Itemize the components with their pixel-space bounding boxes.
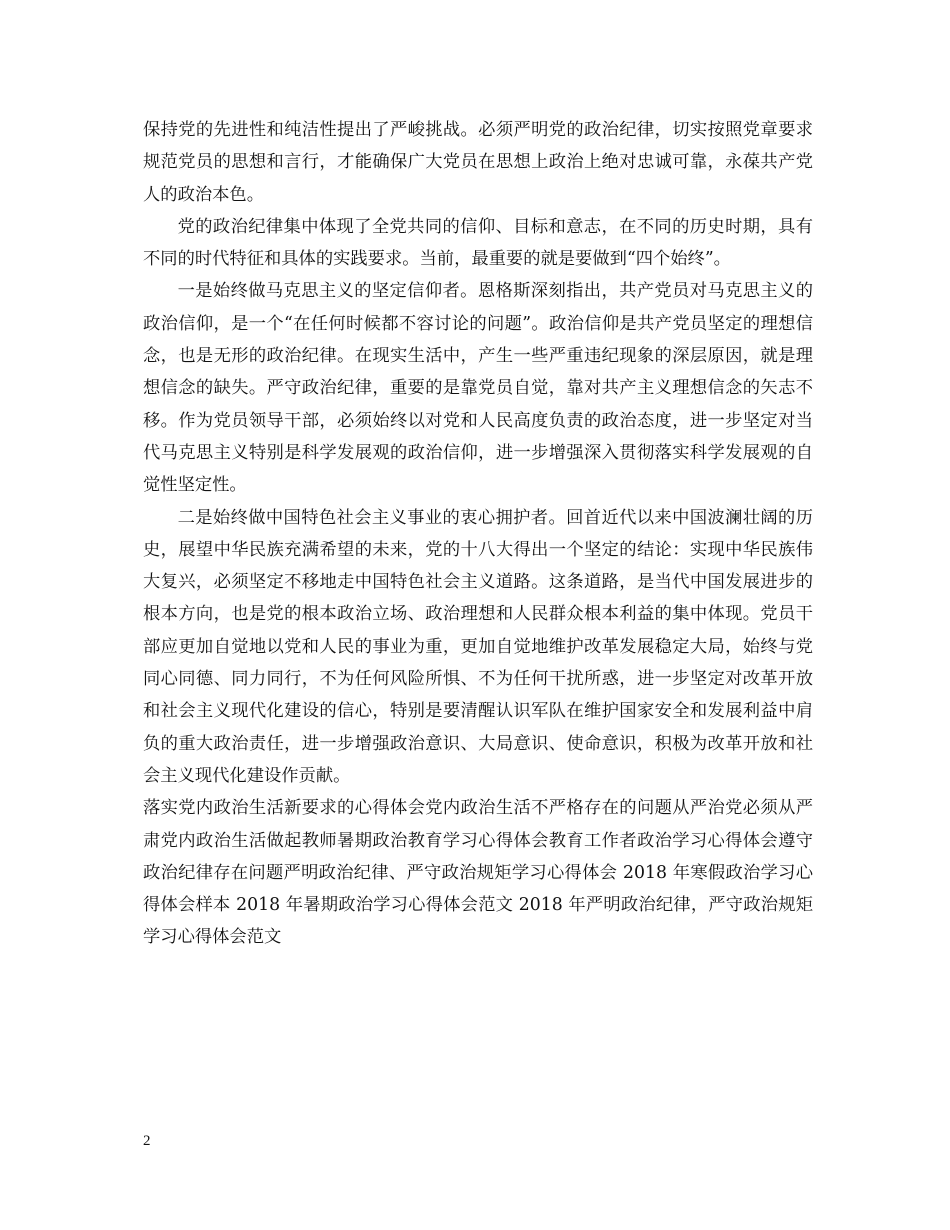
paragraph-first-always: 一是始终做马克思主义的坚定信仰者。恩格斯深刻指出，共产党员对马克思主义的政治信仰，是一个“在任何时候都不容讨论的问题”。政治信仰是共产党员坚定的理想信念，也是无形的政治纪律。在现实生活中，产生一些严重违纪现象的深层原因，就是理想信念的缺失。严守政治纪律，重要的是靠党员自觉，靠对共产主义理想信念的矢志不移。作为党员领导干部，必须始终以对党和人民高度负责的政治态度，进一步坚定对当代马克思主义特别是科学发展观的政治信仰，进一步增强深入贯彻落实科学发展观的自觉性坚定性。 bbox=[143, 281, 813, 496]
paragraph-related-titles: 落实党内政治生活新要求的心得体会党内政治生活不严格存在的问题从严治党必须从严肃党内政治生活做起教师暑期政治教育学习心得体会教育工作者政治学习心得体会遵守政治纪律存在问题严明政治纪律、严守政治规矩学习心得体会 2018 年寒假政治学习心得体会样本 2018 年暑期政治学习心得体会范文 2018 年严明政治纪律，严守政治规矩学习心得体会范文 bbox=[143, 798, 813, 948]
document-body bbox=[143, 114, 813, 954]
paragraph-political-discipline: 党的政治纪律集中体现了全党共同的信仰、目标和意志，在不同的历史时期，具有不同的时代特征和具体的实践要求。当前，最重要的就是要做到“四个始终”。 bbox=[143, 216, 813, 270]
paragraph-continuation: 保持党的先进性和纯洁性提出了严峻挑战。必须严明党的政治纪律，切实按照党章要求规范党员的思想和言行，才能确保广大党员在思想上政治上绝对忠诚可靠，永葆共产党人的政治本色。 bbox=[143, 120, 813, 205]
page-number: 2 bbox=[143, 1133, 151, 1149]
paragraph-second-always: 二是始终做中国特色社会主义事业的衷心拥护者。回首近代以来中国波澜壮阔的历史，展望中华民族充满希望的未来，党的十八大得出一个坚定的结论：实现中华民族伟大复兴，必须坚定不移地走中国特色社会主义道路。这条道路，是当代中国发展进步的根本方向，也是党的根本政治立场、政治理想和人民群众根本利益的集中体现。党员干部应更加自觉地以党和人民的事业为重，更加自觉地维护改革发展稳定大局，始终与党同心同德、同力同行，不为任何风险所惧、不为任何干扰所惑，进一步坚定对改革开放和社会主义现代化建设的信心，特别是要清醒认识军队在维护国家安全和发展利益中肩负的重大政治责任，进一步增强政治意识、大局意识、使命意识，积极为改革开放和社会主义现代化建设作贡献。 bbox=[143, 507, 813, 786]
